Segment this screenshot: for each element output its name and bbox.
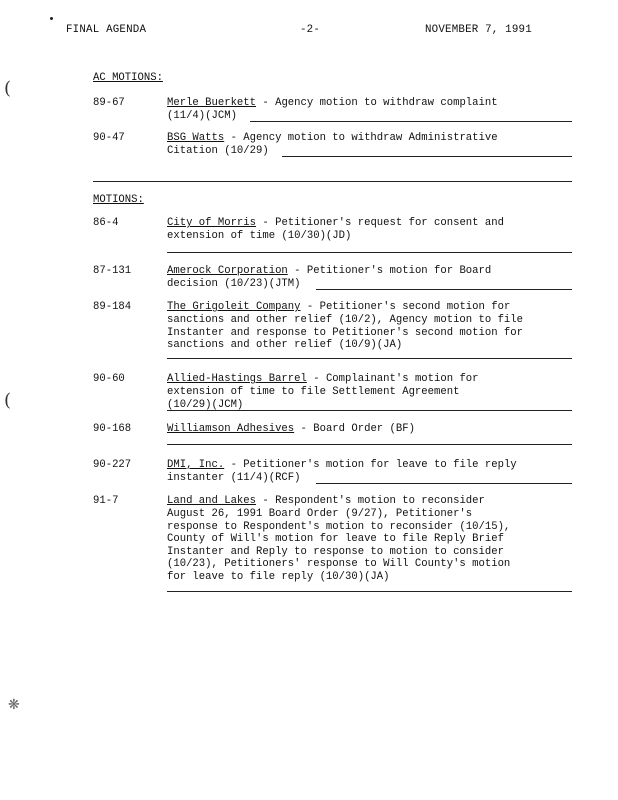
case-name: Merle Buerkett <box>167 97 257 109</box>
item-description: - Agency motion to withdraw Administrative <box>224 132 498 144</box>
item-description: - Complainant's motion for <box>306 373 479 385</box>
signature-line <box>316 289 572 290</box>
docket-number: 90-60 <box>93 373 125 385</box>
item-continuation: (11/4)(JCM) <box>167 110 237 122</box>
scan-speck <box>50 17 53 20</box>
case-name: Land and Lakes <box>167 495 257 507</box>
docket-number: 90-168 <box>93 423 132 435</box>
docket-number: 91-7 <box>93 495 119 507</box>
page-number: -2- <box>300 24 321 36</box>
case-name: BSG Watts <box>167 132 225 144</box>
item-continuation: sanctions and other relief (10/2), Agency motion to file Instanter and response to Petitioner's second motion for sanctions and other relief (10/9)(JA) <box>167 314 524 351</box>
item-text <box>167 423 415 436</box>
signature-line <box>282 156 572 157</box>
docket-number: 86-4 <box>93 217 119 229</box>
section-heading-ac-motions: AC MOTIONS: <box>93 72 163 84</box>
item-description: - Petitioner's second motion for <box>300 301 511 313</box>
docket-number: 89-67 <box>93 97 125 109</box>
scan-smudge: ❋ <box>8 697 20 713</box>
item-continuation: August 26, 1991 Board Order (9/27), Petitioner's response to Respondent's motion to reconsider (10/15), County of Will's motion for leave to file Reply Brief Instanter and Reply to response to motion to consider (10/23), Petitioners' response to Will County's motion for leave to file reply (10/30)(JA) <box>167 508 511 583</box>
item-text <box>167 373 479 386</box>
item-text <box>167 301 510 314</box>
header-title: FINAL AGENDA <box>66 24 147 36</box>
signature-line <box>167 358 572 359</box>
item-text <box>167 217 504 230</box>
item-continuation: instanter (11/4)(RCF) <box>167 472 301 484</box>
item-text <box>167 265 491 278</box>
case-name: The Grigoleit Company <box>167 301 301 313</box>
signature-line <box>167 591 572 592</box>
signature-line <box>167 252 572 253</box>
scan-mark: ( <box>4 78 12 99</box>
case-name: Williamson Adhesives <box>167 423 295 435</box>
header-date: NOVEMBER 7, 1991 <box>425 24 532 36</box>
item-description: - Petitioner's motion for leave to file reply <box>224 459 517 471</box>
item-continuation: decision (10/23)(JTM) <box>167 278 301 290</box>
item-text <box>167 132 498 145</box>
item-text <box>167 97 498 110</box>
item-text <box>167 459 517 472</box>
item-description: - Petitioner's request for consent and <box>256 217 504 229</box>
docket-number: 87-131 <box>93 265 132 277</box>
item-description: - Agency motion to withdraw complaint <box>256 97 498 109</box>
item-description: - Board Order (BF) <box>294 423 415 435</box>
section-heading-motions: MOTIONS: <box>93 194 144 206</box>
item-continuation: extension of time to file Settlement Agreement (10/29)(JCM) <box>167 386 460 411</box>
section-divider <box>93 181 572 182</box>
signature-line <box>167 410 572 411</box>
signature-line <box>316 483 572 484</box>
case-name: Amerock Corporation <box>167 265 288 277</box>
docket-number: 90-227 <box>93 459 132 471</box>
scan-mark: ( <box>4 390 12 411</box>
case-name: City of Morris <box>167 217 257 229</box>
docket-number: 90-47 <box>93 132 125 144</box>
signature-line <box>167 444 572 445</box>
item-continuation: Citation (10/29) <box>167 145 269 157</box>
item-description: - Petitioner's motion for Board <box>287 265 492 277</box>
signature-line <box>250 121 572 122</box>
item-text <box>167 495 485 508</box>
case-name: DMI, Inc. <box>167 459 225 471</box>
case-name: Allied-Hastings Barrel <box>167 373 307 385</box>
item-description: - Respondent's motion to reconsider <box>256 495 485 507</box>
item-continuation: extension of time (10/30)(JD) <box>167 230 352 242</box>
docket-number: 89-184 <box>93 301 132 313</box>
